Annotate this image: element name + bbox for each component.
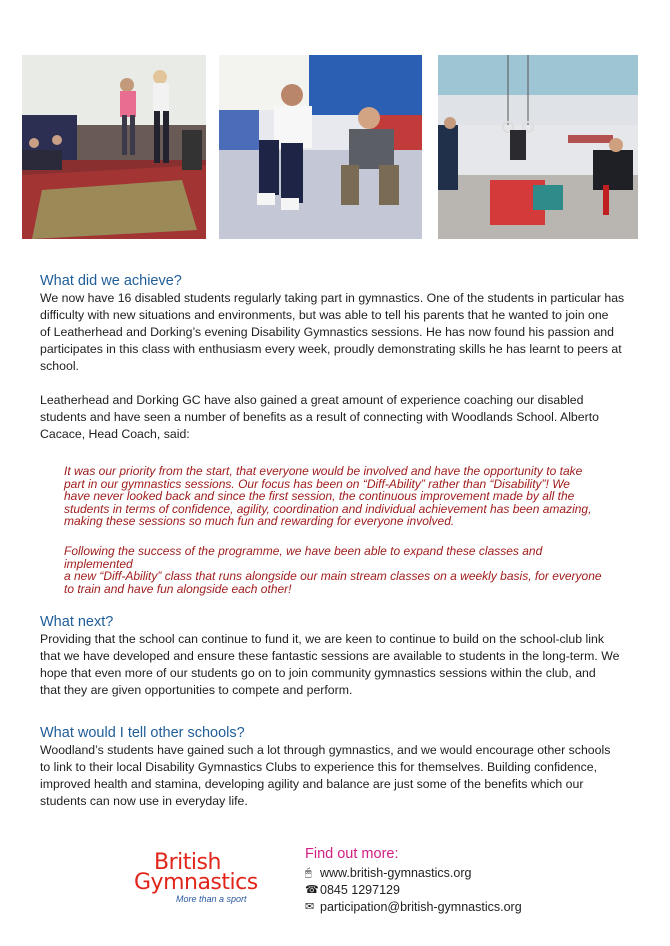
quote-line: to train and have fun alongside each other! [64,581,292,596]
phone-row [305,882,522,899]
quote-line: making these sessions so much fun and rewarding for everyone involved. [64,514,455,528]
logo-line-2: Gymnastics [134,870,258,895]
quote-line: Following the success of the programme, we have been able to expand these classes and implemented [64,544,543,571]
logo-tagline: More than a sport [176,894,247,904]
text-line: school. [40,359,79,373]
text-line: Woodland’s students have gained such a lot through gymnastics, and we would encourage other schools [40,743,611,757]
logo-line-1: British [154,850,221,875]
quote-line: a new “Diff-Ability” class that runs alongside our main stream classes on a weekly basis, for everyone [64,569,602,583]
tell-paragraph [40,742,630,810]
quote-line: students in terms of confidence, agility, coordination and individual achievement has been amazing, [64,501,592,516]
achieve-paragraph-1 [40,290,630,375]
achieve-paragraph-2 [40,392,630,443]
find-out-more-title: Find out more: [305,846,399,862]
photo-coach-student [219,55,422,239]
photo-trampoline [22,55,206,239]
phone-icon: ☎ [305,884,319,896]
text-line: students can now use in everyday life. [40,794,248,808]
section-tell [40,725,630,810]
photo-rings [438,55,638,239]
phone-number: 0845 1297129 [320,883,400,897]
heading-tell: What would I tell other schools? [40,725,245,741]
quote-2 [64,545,614,595]
heading-achieve: What did we achieve? [40,273,182,289]
text-line: that we have developed and ensure these fantastic sessions are available to students in the long-term. We [40,649,620,663]
quote-line: It was our priority from the start, that everyone would be involved and have the opportunity to take [64,464,583,478]
british-gymnastics-logo [134,850,276,913]
text-line: Cacace, Head Coach, said: [40,427,190,441]
text-line: students and have seen a number of benefits as a result of connecting with Woodlands School. Alberto [40,410,599,424]
text-line: Leatherhead and Dorking GC have also gained a great amount of experience coaching our disabled [40,393,584,407]
text-line: We now have 16 disabled students regularly taking part in gymnastics. One of the students in particular has [40,291,625,305]
next-paragraph [40,631,630,699]
contact-block [305,845,522,916]
section-next [40,614,630,699]
text-line: of Leatherhead and Dorking’s evening Disability Gymnastics sessions. He has now found his passion and [40,325,614,339]
text-line: improved health and stamina, developing agility and balance are just some of the benefits which our [40,777,584,791]
quote-line: have never looked back and since the first session, the continuous improvement made by all the [64,489,575,503]
website-row[interactable] [305,865,522,882]
email-link[interactable]: participation@british-gymnastics.org [320,900,522,914]
quote-1 [64,465,614,528]
quote-line: part in our gymnastics sessions. Our focus has been on “Diff-Ability” rather than “Disability”! We [64,476,570,491]
text-line: Providing that the school can continue to fund it, we are keen to continue to build on the school-club link [40,632,604,646]
section-achieve [40,273,630,443]
text-line: hope that even more of our students go on to join community gymnastics sessions within the club, and [40,666,596,680]
heading-next: What next? [40,614,114,630]
text-line: to link to their local Disability Gymnastics Clubs to experience this for themselves. Building confidence, [40,760,598,774]
text-line: that they are given opportunities to compete and perform. [40,683,353,697]
text-line: difficulty with new situations and environments, but was able to tell his parents that he wanted to join one [40,308,609,322]
mouse-icon: 🖱 [305,867,312,879]
text-line: participates in this class with enthusiasm every week, proudly demonstrating skills he has learnt to peers at [40,342,622,356]
envelope-icon: ✉ [305,901,315,913]
email-row[interactable] [305,899,522,916]
website-link[interactable]: www.british-gymnastics.org [320,866,472,880]
